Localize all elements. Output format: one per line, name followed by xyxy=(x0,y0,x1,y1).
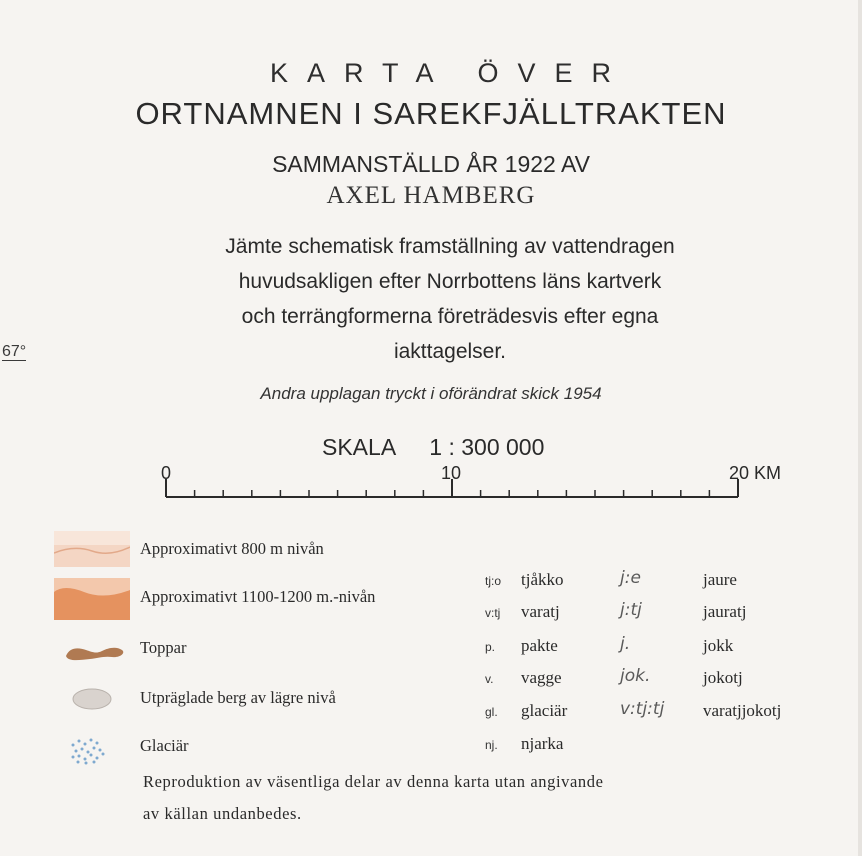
dark-contour-swatch xyxy=(54,578,130,620)
scale-tick-label-10: 10 xyxy=(441,463,462,483)
abbr-code: nj. xyxy=(485,738,498,752)
description-line: huvudsakligen efter Norrbottens läns kartverk xyxy=(238,270,662,293)
legend-label-lower-mountains: Utpräglade berg av lägre nivå xyxy=(140,688,336,707)
glacier-dot xyxy=(77,761,80,764)
abbr-term: glaciär xyxy=(521,701,568,720)
glacier-dot xyxy=(93,761,96,764)
abbr-code: p. xyxy=(485,640,496,654)
glacier-dot xyxy=(78,755,81,758)
legend-label-peaks: Toppar xyxy=(140,638,187,657)
glacier-dot xyxy=(84,758,87,761)
abbr-code: tj:o xyxy=(485,574,502,588)
abbr-short: j:e xyxy=(620,568,641,588)
glacier-dot xyxy=(99,749,102,752)
scale-label: SKALA xyxy=(322,434,395,460)
abbr-word: varatjjokotj xyxy=(703,701,782,720)
footer-line: av källan undanbedes. xyxy=(143,804,302,823)
glacier-dot xyxy=(90,739,93,742)
abbr-code: gl. xyxy=(485,705,498,719)
abbr-code: v. xyxy=(485,672,494,686)
description-line: Jämte schematisk framställning av vattendragen xyxy=(225,235,675,258)
abbr-word: jokotj xyxy=(703,668,743,687)
abbr-word: jokk xyxy=(703,636,734,655)
abbr-short: jok. xyxy=(620,666,651,686)
legend-label-1100m: Approximativt 1100-1200 m.-nivån xyxy=(140,587,376,606)
latitude-mark: 67° xyxy=(2,343,27,360)
scale-tick-label-20: 20 KM xyxy=(729,463,782,483)
abbr-term: vagge xyxy=(521,668,562,687)
glacier-dot xyxy=(93,747,96,750)
abbr-term: tjåkko xyxy=(521,570,564,589)
glacier-dot xyxy=(81,748,84,751)
light-contour-swatch xyxy=(54,531,130,567)
footer-line: Reproduktion av väsentliga delar av denna karta utan angivande xyxy=(143,772,604,791)
map-title: ORTNAMNEN I SAREKFJÄLLTRAKTEN xyxy=(135,96,727,131)
abbr-short: j:tj xyxy=(620,600,642,620)
description-line: iakttagelser. xyxy=(393,340,507,363)
author-name: AXEL HAMBERG xyxy=(326,182,536,209)
scale-ticks xyxy=(166,479,738,497)
glacier-dot xyxy=(72,756,75,759)
glacier-dot xyxy=(78,740,81,743)
abbr-short: v:tj:tj xyxy=(620,699,665,719)
glacier-dot xyxy=(75,750,78,753)
abbr-word: jauratj xyxy=(703,602,747,621)
edition-note: Andra upplagan tryckt i oförändrat skick 1954 xyxy=(260,384,602,403)
abbr-short: j. xyxy=(620,634,631,654)
abbr-term: njarka xyxy=(521,734,564,753)
scale-ratio: 1 : 300 000 xyxy=(429,434,545,460)
scale-tick-label-0: 0 xyxy=(161,463,172,483)
glacier-dot xyxy=(85,762,88,765)
glacier-dot xyxy=(90,754,93,757)
glacier-dots xyxy=(70,736,106,766)
glacier-dot xyxy=(102,753,105,756)
abbr-word: jaure xyxy=(703,570,737,589)
glacier-dot xyxy=(72,744,75,747)
glacier-dot xyxy=(84,743,87,746)
abbr-term: varatj xyxy=(521,602,560,621)
glacier-dot xyxy=(87,751,90,754)
legend-label-glacier: Glaciär xyxy=(140,736,189,755)
legend-label-800m: Approximativt 800 m nivån xyxy=(140,539,324,558)
glacier-dot xyxy=(96,757,99,760)
description-line: och terrängformerna företrädesvis efter egna xyxy=(241,305,659,328)
glacier-dot xyxy=(96,742,99,745)
title-line-1: KARTA ÖVER xyxy=(269,58,631,88)
oval-shape xyxy=(70,686,114,712)
abbr-code: v:tj xyxy=(485,606,501,620)
compiled-line: SAMMANSTÄLLD ÅR 1922 AV xyxy=(272,151,590,177)
abbr-term: pakte xyxy=(521,636,558,655)
peak-shape xyxy=(64,640,128,664)
